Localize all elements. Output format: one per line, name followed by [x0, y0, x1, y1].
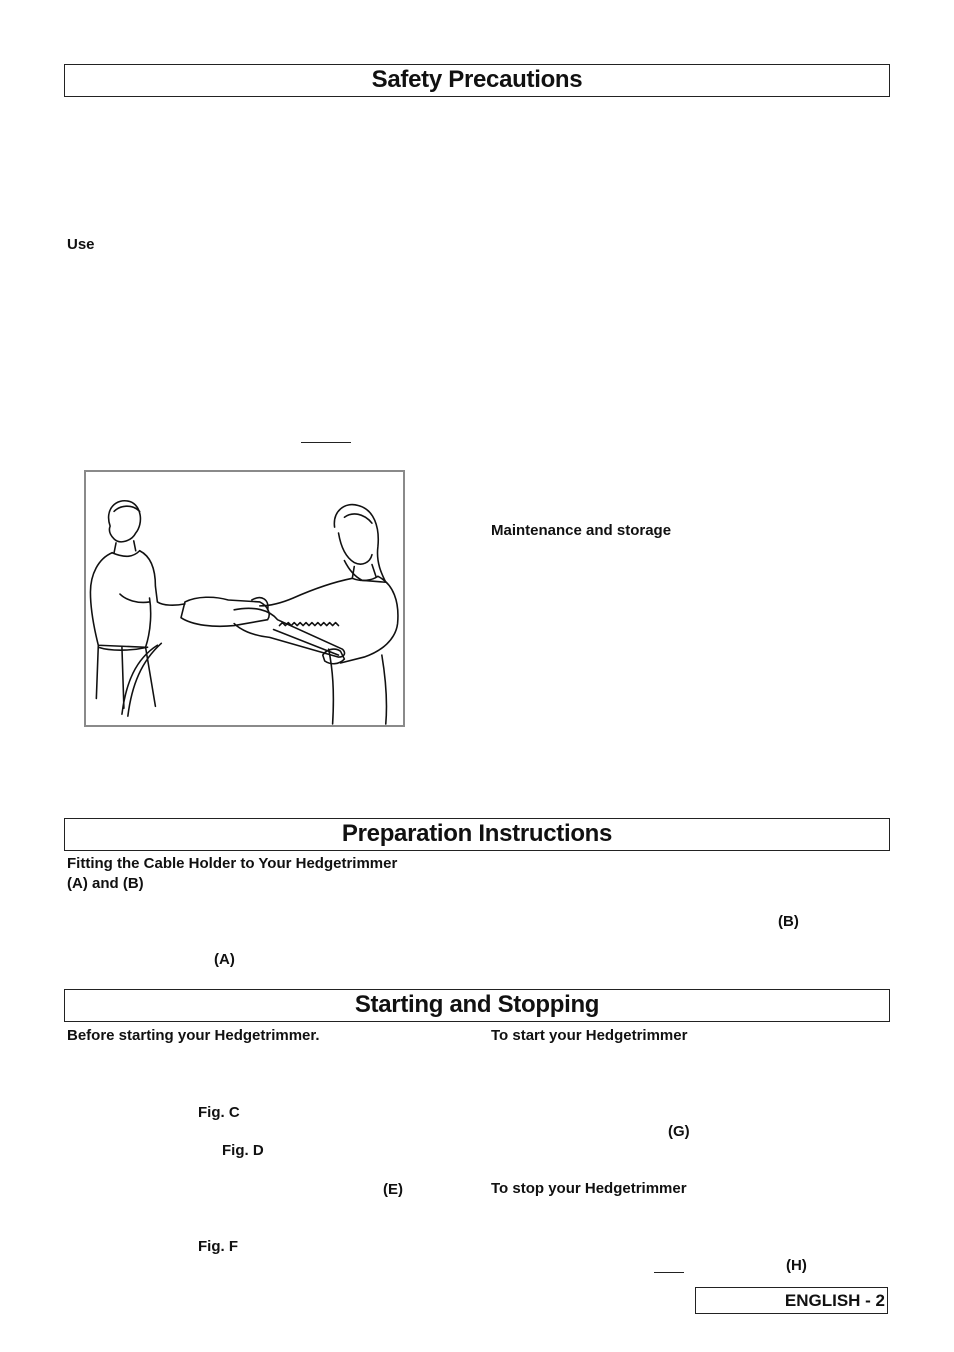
ref-g: (G) — [668, 1123, 690, 1140]
fig-c-ref: Fig. C — [198, 1104, 240, 1121]
before-starting-heading: Before starting your Hedgetrimmer. — [67, 1027, 320, 1044]
underline-rule — [654, 1272, 684, 1273]
ref-e: (E) — [383, 1181, 403, 1198]
ref-a: (A) — [214, 951, 235, 968]
use-heading: Use — [67, 236, 95, 253]
to-start-heading: To start your Hedgetrimmer — [491, 1027, 688, 1044]
maintenance-heading: Maintenance and storage — [491, 522, 672, 539]
starting-stopping-title: Starting and Stopping — [64, 989, 890, 1022]
fitting-heading-line2: (A) and (B) — [67, 875, 144, 892]
to-stop-heading: To stop your Hedgetrimmer — [491, 1180, 687, 1197]
fitting-heading-line1: Fitting the Cable Holder to Your Hedgetrimmer — [67, 855, 398, 872]
fig-f-ref: Fig. F — [198, 1238, 238, 1255]
page-label: ENGLISH - 2 — [695, 1287, 888, 1314]
preparation-instructions-title: Preparation Instructions — [64, 818, 890, 851]
handing-hedgetrimmer-illustration — [84, 470, 405, 727]
ref-h: (H) — [786, 1257, 807, 1274]
fig-d-ref: Fig. D — [222, 1142, 264, 1159]
safety-precautions-title: Safety Precautions — [64, 64, 890, 97]
ref-b: (B) — [778, 913, 799, 930]
underline-rule — [301, 442, 351, 443]
